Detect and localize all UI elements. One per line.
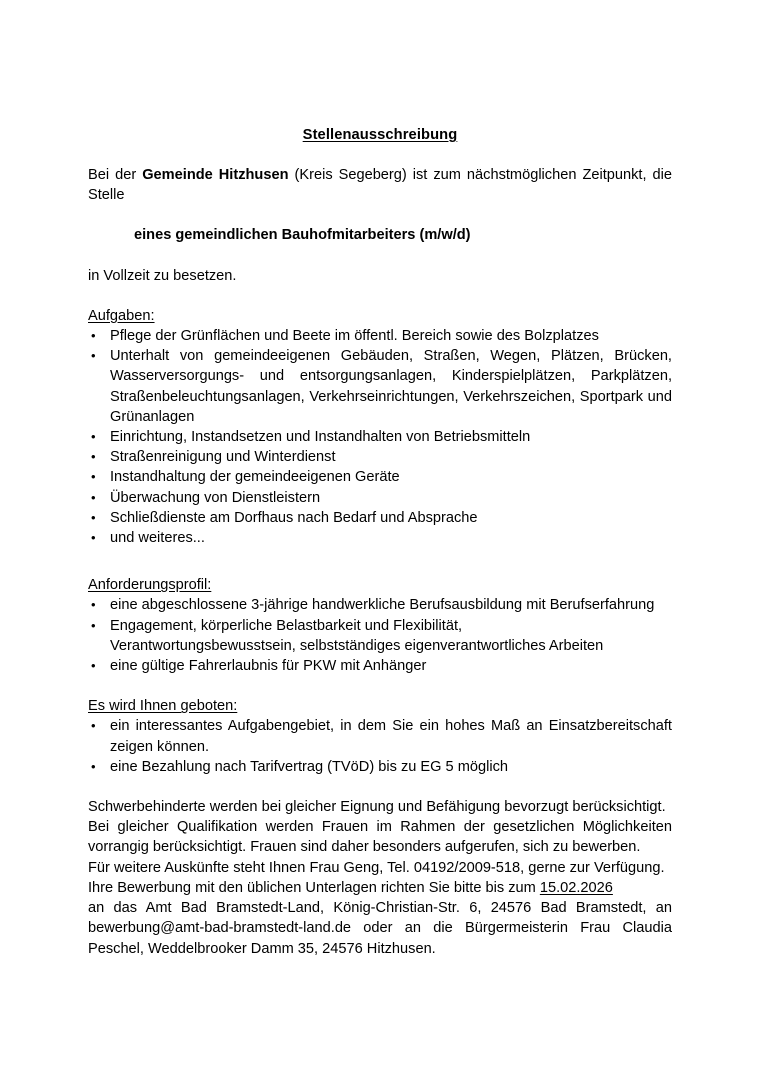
spacer <box>88 286 672 306</box>
paragraph-contact-person: Für weitere Auskünfte steht Ihnen Frau Geng, Tel. 04192/2009-518, gerne zur Verfügung. <box>88 859 665 876</box>
aufgaben-list <box>88 326 672 548</box>
list-item: • Straßenreinigung und Winterdienst <box>88 447 672 467</box>
paragraph-application-deadline <box>88 878 672 898</box>
list-item: • Überwachung von Dienstleistern <box>88 488 672 508</box>
intro-paragraph <box>88 165 672 205</box>
anforderungsprofil-list <box>88 595 672 676</box>
paragraph-severely-disabled: Schwerbehinderte werden bei gleicher Eignung und Befähigung bevorzugt berücksichtigt. <box>88 799 666 816</box>
list-item: • Unterhalt von gemeindeeigenen Gebäuden, Straßen, Wegen, Plätzen, Brücken, Wasserversorgungs- und entsorgungsanlagen, Kinderspielplätzen, Parkplätzen, Straßenbeleuchtungsanlagen, Verkehrseinrichtungen, Verkehrszeichen, Sportpark und Grünanlagen <box>88 346 672 427</box>
list-item: • eine abgeschlossene 3-jährige handwerkliche Berufsausbildung mit Berufserfahrung <box>88 595 672 615</box>
spacer <box>88 548 672 575</box>
paragraph-equal-opportunity: Bei gleicher Qualifikation werden Frauen im Rahmen der gesetzlichen Möglichkeiten vorrangig berücksichtigt. Frauen sind daher besonders aufgerufen, sich zu bewerben. <box>88 819 672 856</box>
deadline-date: 15.02.2026 <box>539 879 613 896</box>
document-body <box>88 126 672 959</box>
spacer <box>88 777 672 797</box>
intro-before-bold: Bei der <box>88 167 143 183</box>
spacer <box>88 246 672 266</box>
application-prefix: Ihre Bewerbung mit den üblichen Unterlagen richten Sie bitte bis zum <box>88 879 540 896</box>
list-item: • Schließdienste am Dorfhaus nach Bedarf und Absprache <box>88 508 672 528</box>
job-title: eines gemeindlichen Bauhofmitarbeiters (m/w/d) <box>134 227 471 244</box>
spacer <box>88 205 672 225</box>
list-item: • Pflege der Grünflächen und Beete im öffentl. Bereich sowie des Bolzplatzes <box>88 326 672 346</box>
section-heading-anforderungsprofil: Anforderungsprofil: <box>88 577 212 594</box>
paragraph-application-address: an das Amt Bad Bramstedt-Land, König-Christian-Str. 6, 24576 Bad Bramstedt, an bewerbung@amt-bad-bramstedt-land.de oder an die Bürgermeisterin Frau Claudia Peschel, Weddelbrooker Damm 35, 24576 Hitzhusen. <box>88 900 672 957</box>
intro-after-bold: (Kreis Segeberg) ist zum nächstmöglichen Zeitpunkt, die Stelle <box>88 167 673 204</box>
section-heading-aufgaben: Aufgaben: <box>88 307 155 324</box>
page-title-text: Stellenausschreibung <box>302 127 458 143</box>
page-title <box>88 126 672 145</box>
section-heading-geboten: Es wird Ihnen geboten: <box>88 698 238 715</box>
list-item: • Einrichtung, Instandsetzen und Instandhalten von Betriebsmitteln <box>88 427 672 447</box>
employment-type-line: in Vollzeit zu besetzen. <box>88 267 237 284</box>
list-item: • Instandhaltung der gemeindeeigenen Geräte <box>88 467 672 487</box>
list-item: • eine gültige Fahrerlaubnis für PKW mit Anhänger <box>88 656 672 676</box>
list-item: • eine Bezahlung nach Tarifvertrag (TVöD) bis zu EG 5 möglich <box>88 757 672 777</box>
list-item: • Engagement, körperliche Belastbarkeit und Flexibilität, Verantwortungsbewusstsein, selbstständiges eigenverantwortliches Arbeiten <box>88 616 672 656</box>
organization-name: Gemeinde Hitzhusen <box>142 167 289 183</box>
spacer <box>88 676 672 696</box>
list-item: • und weiteres... <box>88 528 672 548</box>
geboten-list <box>88 716 672 777</box>
list-item: • ein interessantes Aufgabengebiet, in dem Sie ein hohes Maß an Einsatzbereitschaft zeigen können. <box>88 716 672 756</box>
